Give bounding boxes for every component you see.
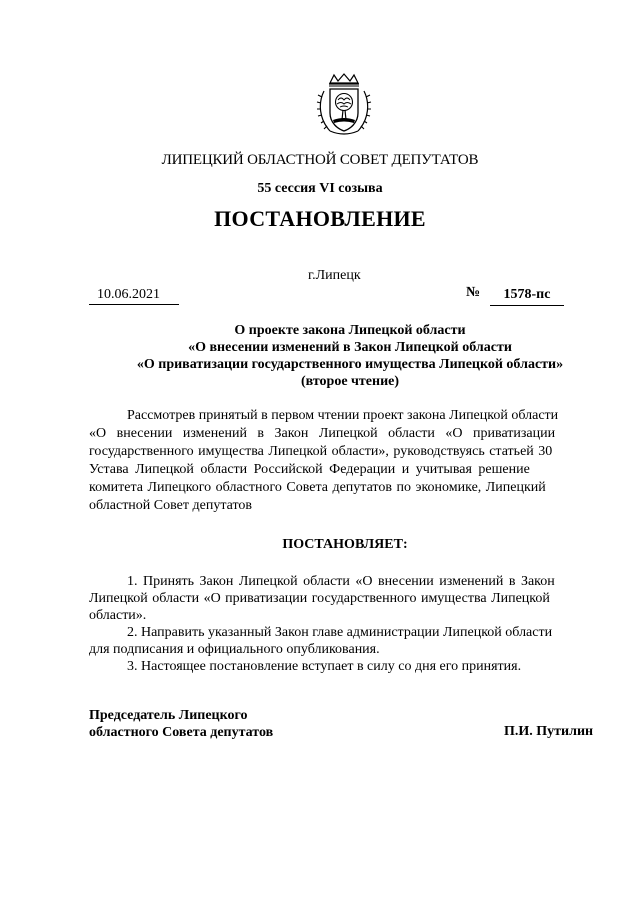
council-name: ЛИПЕЦКИЙ ОБЛАСТНОЙ СОВЕТ ДЕПУТАТОВ [161, 152, 479, 168]
item-line: 2. Направить указанный Закон главе администрации Липецкой области [127, 625, 553, 640]
preamble-line: государственного имущества Липецкой области», руководствуясь статьей 30 [89, 444, 553, 459]
signatory-position [89, 707, 273, 741]
signatory-name: П.И. Путилин [504, 724, 594, 739]
document-subject [60, 322, 640, 390]
preamble-line: Рассмотрев принятый в первом чтении проект закона Липецкой области [127, 408, 559, 423]
preamble-line: комитета Липецкого областного Совета депутатов по экономике, Липецкий [89, 480, 546, 495]
subject-line: «О приватизации государственного имущества Липецкой области» [136, 357, 564, 372]
preamble-line: «О внесении изменений в Закон Липецкой области «О приватизации [89, 426, 556, 441]
document-type-title: ПОСТАНОВЛЕНИЕ [214, 206, 426, 231]
lipetsk-coat-of-arms-icon [316, 73, 372, 141]
resolves-heading: ПОСТАНОВЛЯЕТ: [282, 537, 408, 552]
resolution-items [89, 573, 600, 675]
item-line: области». [89, 608, 147, 623]
item-line: для подписания и официального опубликования. [89, 642, 380, 657]
item-line: 1. Принять Закон Липецкой области «О внесении изменений в Закон [127, 574, 555, 589]
subject-line: О проекте закона Липецкой области [234, 323, 466, 338]
subject-line: (второе чтение) [300, 374, 400, 389]
preamble-line: областной Совет депутатов [89, 498, 253, 513]
subject-line: «О внесении изменений в Закон Липецкой области [188, 340, 512, 355]
document-date: 10.06.2021 [89, 287, 179, 305]
city: г.Липецк [308, 268, 361, 283]
number-sign: № [466, 285, 481, 300]
item-line: 3. Настоящее постановление вступает в силу со дня его принятия. [127, 659, 522, 674]
preamble-paragraph [89, 407, 600, 515]
position-line: областного Совета депутатов [89, 725, 274, 740]
position-line: Председатель Липецкого [89, 708, 248, 723]
session-line: 55 сессия VI созыва [257, 181, 383, 196]
item-line: Липецкой области «О приватизации государственного имущества Липецкой [89, 591, 550, 606]
preamble-line: Устава Липецкой области Российской Федерации и учитывая решение [89, 462, 530, 477]
document-number: 1578-пс [490, 287, 564, 306]
